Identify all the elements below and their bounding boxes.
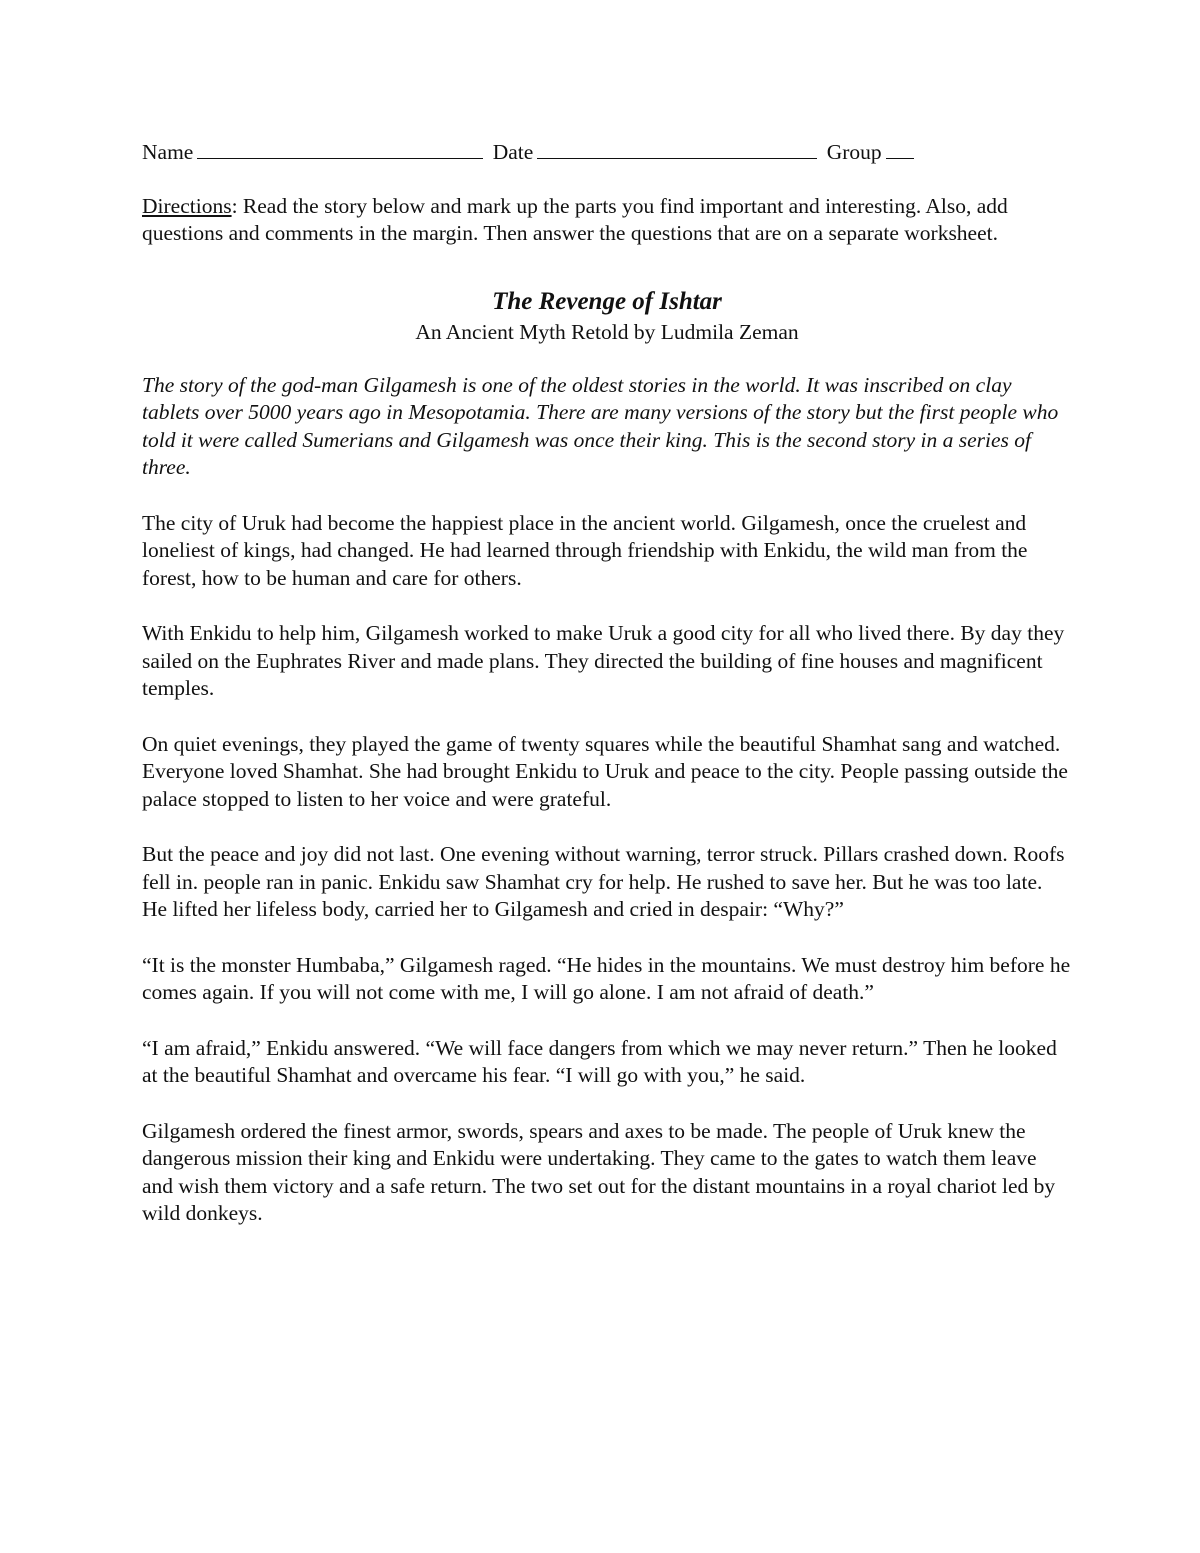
story-paragraph: Gilgamesh ordered the finest armor, swords, spears and axes to be made. The people of Uruk knew the dangerous mission their king and Enkidu were undertaking. They came to the gates to watch them leave and wish them victory and a safe return. The two set out for the distant mountains in a royal chariot led by wild donkeys. <box>142 1118 1056 1225</box>
story-paragraph: With Enkidu to help him, Gilgamesh worked to make Uruk a good city for all who lived there. By day they sailed on the Euphrates River and made plans. They directed the building of fine houses and magnificent temples. <box>142 621 1065 700</box>
student-info-line <box>142 138 1072 167</box>
group-blank <box>886 138 914 159</box>
story-paragraph: On quiet evenings, they played the game of twenty squares while the beautiful Shamhat sang and watched. Everyone loved Shamhat. She had brought Enkidu to Uruk and peace to the city. People passing outside the palace stopped to listen to her voice and were grateful. <box>142 731 1068 811</box>
date-blank <box>537 138 817 159</box>
group-label: Group <box>826 140 882 164</box>
date-label: Date <box>492 140 534 164</box>
worksheet-page <box>142 138 1072 1256</box>
story-paragraph: “I am afraid,” Enkidu answered. “We will face dangers from which we may never return.” Then he looked at the beautiful Shamhat and overcame his fear. “I will go with you,” he said. <box>142 1035 1057 1087</box>
directions-text: : Read the story below and mark up the parts you find important and interesting. Also, add questions and comments in the margin. Then answer the questions that are on a separate worksheet. <box>142 193 1008 245</box>
directions-label: Directions <box>142 193 232 218</box>
story-paragraph: “It is the monster Humbaba,” Gilgamesh raged. “He hides in the mountains. We must destroy him before he comes again. If you will not come with me, I will go alone. I am not afraid of death.” <box>142 952 1071 1004</box>
story-intro: The story of the god-man Gilgamesh is one of the oldest stories in the world. It was inscribed on clay tablets over 5000 years ago in Mesopotamia. There are many versions of the story but the first people who told it were called Sumerians and Gilgamesh was once their king. This is the second story in a series of three. <box>142 372 1059 479</box>
story-title: The Revenge of Ishtar <box>492 287 722 315</box>
directions <box>142 193 1072 248</box>
story-heading <box>142 286 1072 346</box>
name-blank <box>197 138 483 159</box>
name-label: Name <box>142 140 194 164</box>
story-paragraph: But the peace and joy did not last. One evening without warning, terror struck. Pillars crashed down. Roofs fell in. people ran in panic. Enkidu saw Shamhat cry for help. He rushed to save her. But he was too late. He lifted her lifeless body, carried her to Gilgamesh and cried in despair: “Why?” <box>142 842 1065 921</box>
story-paragraph: The city of Uruk had become the happiest place in the ancient world. Gilgamesh, once the cruelest and loneliest of kings, had changed. He had learned through friendship with Enkidu, the wild man from the forest, how to be human and care for others. <box>142 510 1028 590</box>
story-subtitle: An Ancient Myth Retold by Ludmila Zeman <box>415 319 799 344</box>
